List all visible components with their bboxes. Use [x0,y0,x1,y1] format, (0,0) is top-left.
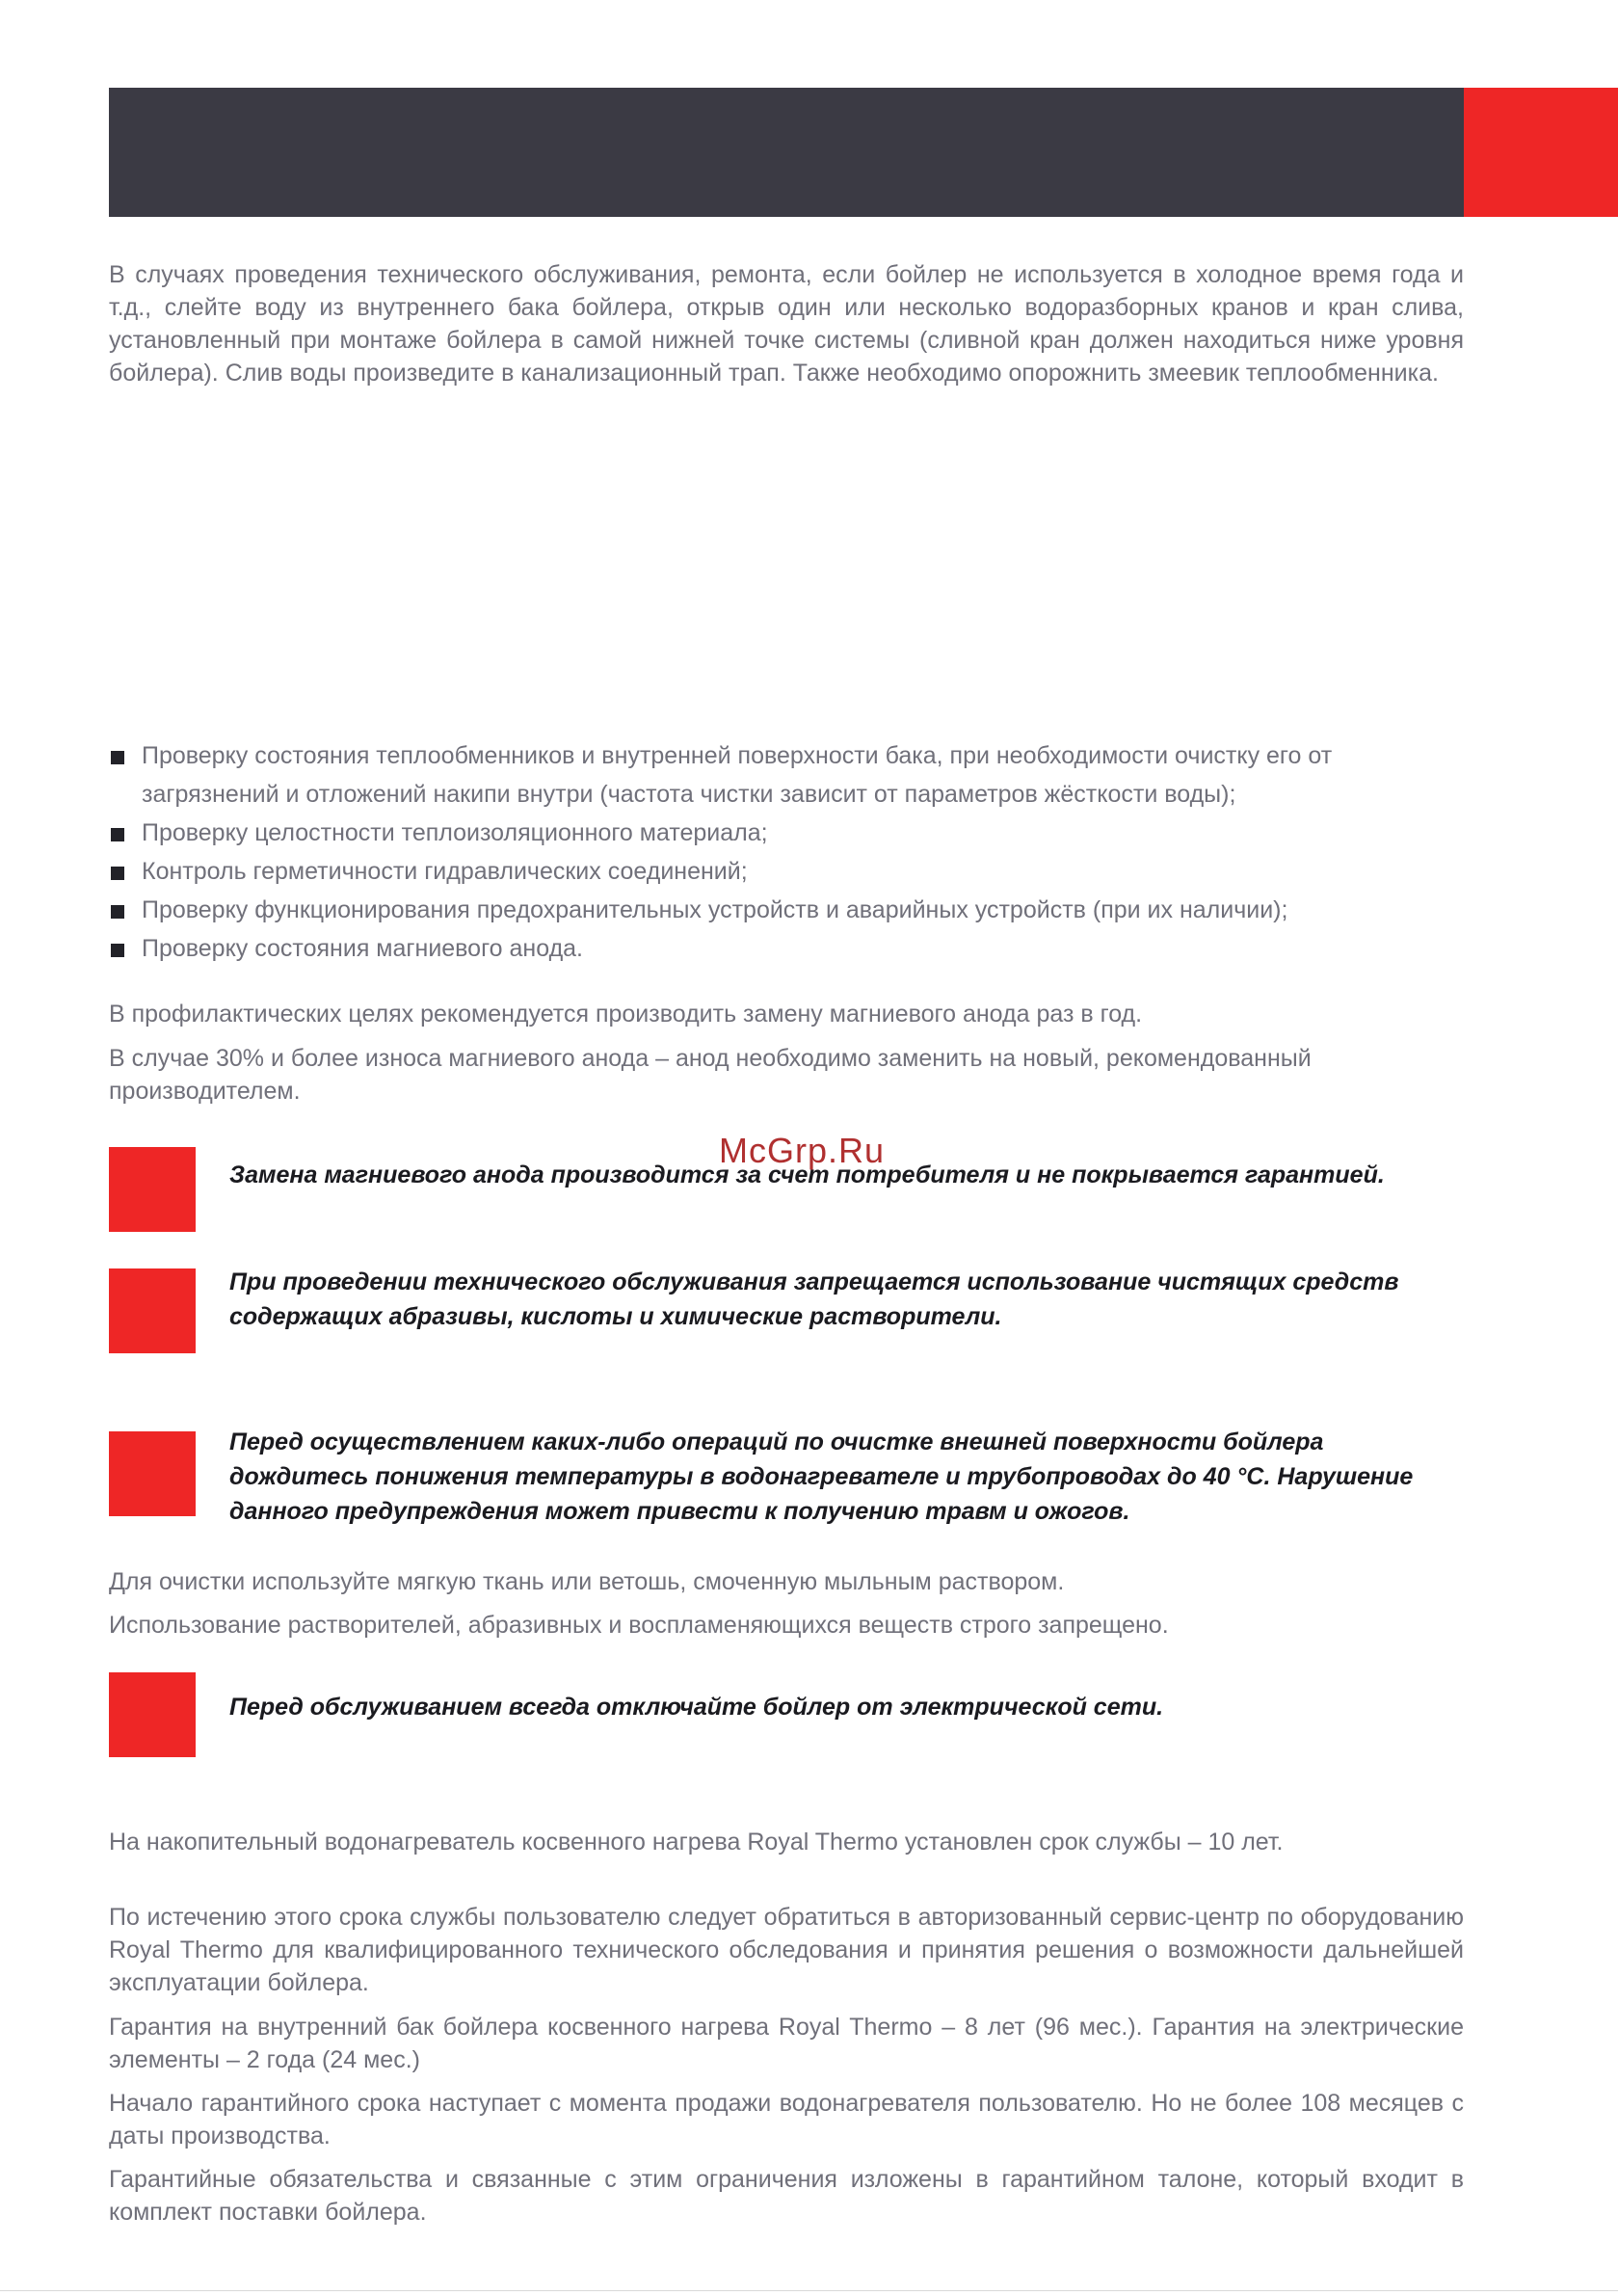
service-center-paragraph: По истечению этого срока службы пользователю следует обратиться в авторизованный сервис-центр по оборудованию Royal Thermo для квалифицированного технического обследования и принятия решения о возможности дальнейшей эксплуатации бойлера. [109,1904,1464,1996]
header-bar [109,88,1464,217]
warranty-terms-paragraph: Гарантия на внутренний бак бойлера косвенного нагрева Royal Thermo – 8 лет (96 мес.). Гарантия на электрические элементы – 2 года (24 мес.) [109,2014,1464,2073]
bullet-square-icon [111,867,124,880]
header-accent-block [1464,88,1618,217]
bullet-square-icon [111,905,124,919]
cleaning-instructions: Для очистки используйте мягкую ткань или ветошь, смоченную мыльным раствором. [109,1568,1065,1595]
list-item: Проверку целостности теплоизоляционного материала; [109,814,1468,852]
warning-cleaning-agents: При проведении технического обслуживания запрещается использование чистящих средств содержащих абразивы, кислоты и химические растворители. [229,1268,1399,1330]
warning-anode-cost: Замена магниевого анода производится за счет потребителя и не покрывается гарантией. [229,1161,1385,1188]
footer-divider [0,2290,1618,2291]
list-item: Проверку состояния теплообменников и внутренней поверхности бака, при необходимости очистку его от загрязнений и отложений накипи внутри (частота чистки зависит от параметров жёсткости воды); [109,736,1468,814]
service-life-paragraph: На накопительный водонагреватель косвенного нагрева Royal Thermo установлен срок службы – 10 лет. [109,1829,1284,1855]
drain-instructions-paragraph: В случаях проведения технического обслуживания, ремонта, если бойлер не используется в холодное время года и т.д., слейте воду из внутреннего бака бойлера, открыв один или несколько водоразборных кранов и кран слива, установленный при монтаже бойлера в самой нижней точке системы (сливной кран должен находиться ниже уровня бойлера). Слив воды произведите в канализационный трап. Также необходимо опорожнить змеевик теплообменника. [109,261,1464,387]
bullet-square-icon [111,944,124,957]
warning-marker-icon [109,1268,196,1353]
list-item: Контроль герметичности гидравлических соединений; [109,852,1468,891]
warranty-start-paragraph: Начало гарантийного срока наступает с момента продажи водонагревателя пользователю. Но не более 108 месяцев с даты производства. [109,2090,1464,2149]
list-item: Проверку состояния магниевого анода. [109,929,1468,968]
anode-wear-note: В случае 30% и более износа магниевого анода – анод необходимо заменить на новый, рекомендованный производителем. [109,1045,1312,1105]
bullet-square-icon [111,751,124,764]
warranty-obligations-paragraph: Гарантийные обязательства и связанные с этим ограничения изложены в гарантийном талоне, который входит в комплект поставки бойлера. [109,2166,1464,2226]
warning-marker-icon [109,1147,196,1232]
list-item: Проверку функционирования предохранительных устройств и аварийных устройств (при их наличии); [109,891,1468,929]
bullet-square-icon [111,828,124,841]
warning-marker-icon [109,1431,196,1516]
cleaning-prohibition: Использование растворителей, абразивных и воспламеняющихся веществ строго запрещено. [109,1612,1169,1639]
anode-recommendation: В профилактических целях рекомендуется производить замену магниевого анода раз в год. [109,1001,1143,1028]
maintenance-checklist [109,736,1468,968]
warning-disconnect-power: Перед обслуживанием всегда отключайте бойлер от электрической сети. [229,1694,1164,1721]
warning-marker-icon [109,1672,196,1757]
warning-temperature: Перед осуществлением каких-либо операций по очистке внешней поверхности бойлера дождитесь понижения температуры в водонагревателе и трубопроводах до 40 °С. Нарушение данного предупреждения может привести к получению травм и ожогов. [229,1428,1414,1525]
watermark: McGrp.Ru [719,1131,886,1170]
